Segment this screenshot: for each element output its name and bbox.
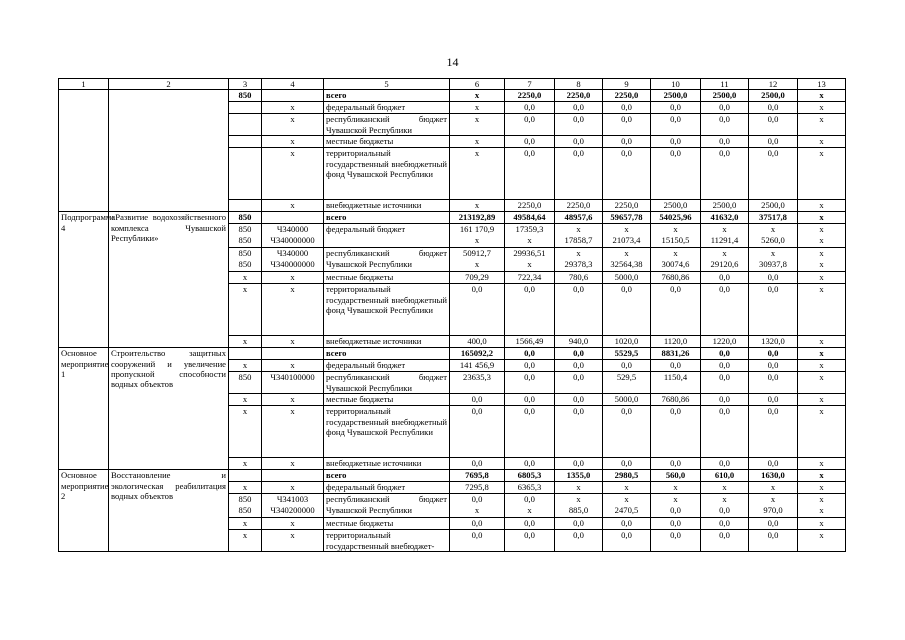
value-cell: 7695,8 [450, 470, 505, 482]
value-cell: 2250,0 [505, 90, 555, 102]
grbs-cell: x [229, 406, 262, 458]
csr-cell: x [262, 530, 324, 552]
csr-cell: x [262, 114, 324, 136]
value-cell: 529,5 [603, 372, 651, 394]
value-cell: x 970,0 [749, 494, 798, 518]
value-cell: 0,0 [450, 518, 505, 530]
value-cell: 17359,3 x [505, 224, 555, 248]
value-cell: x [603, 482, 651, 494]
value-cell: 0,0 [505, 102, 555, 114]
value-cell: x 17858,7 [555, 224, 603, 248]
value-cell: 0,0 [701, 518, 749, 530]
header-cell: 3 [229, 79, 262, 90]
source-cell: всего [324, 348, 450, 360]
grbs-cell: 850 850 [229, 494, 262, 518]
csr-cell: Ч340000 Ч340000000 [262, 224, 324, 248]
value-cell: 6805,3 [505, 470, 555, 482]
value-cell: x [798, 348, 846, 360]
grbs-cell: 850 [229, 372, 262, 394]
value-cell: x 30074,6 [651, 248, 701, 272]
value-cell: 141 456,9 [450, 360, 505, 372]
source-cell: республиканский бюджет Чувашской Республики [324, 248, 450, 272]
source-cell: территориальный государственный внебюджетный фонд Чувашской Республики [324, 148, 450, 200]
value-cell: 0,0 [651, 114, 701, 136]
value-cell: x 32564,38 [603, 248, 651, 272]
value-cell: 0,0 [701, 102, 749, 114]
program-cell: Основное мероприятие 2 [59, 470, 109, 552]
source-cell: всего [324, 212, 450, 224]
value-cell: 41632,0 [701, 212, 749, 224]
value-cell: 0,0 [603, 518, 651, 530]
header-cell: 11 [701, 79, 749, 90]
value-cell: 0,0 [749, 114, 798, 136]
value-cell: 0,0 [701, 406, 749, 458]
value-cell: 0,0 [701, 458, 749, 470]
value-cell: x 29120,6 [701, 248, 749, 272]
csr-cell [262, 90, 324, 102]
program-cell: Основное мероприятие 1 [59, 348, 109, 470]
source-cell: внебюджетные источники [324, 200, 450, 212]
grbs-cell: 850 [229, 212, 262, 224]
value-cell: 2500,0 [651, 200, 701, 212]
value-cell: 0,0 [651, 458, 701, 470]
grbs-cell [229, 348, 262, 360]
value-cell: 0,0 [701, 272, 749, 284]
table-row [59, 348, 846, 360]
value-cell: 0,0 [651, 406, 701, 458]
grbs-cell: x [229, 272, 262, 284]
value-cell: x 2470,5 [603, 494, 651, 518]
value-cell: 0,0 [450, 458, 505, 470]
value-cell: 0,0 [603, 148, 651, 200]
source-cell: республиканский бюджет Чувашской Республики [324, 494, 450, 518]
value-cell: 0,0 [555, 114, 603, 136]
header-cell: 2 [109, 79, 229, 90]
value-cell: x [798, 530, 846, 552]
value-cell: 0,0 [701, 372, 749, 394]
value-cell: 0,0 x [505, 494, 555, 518]
value-cell: 0,0 [701, 284, 749, 336]
program-cell [59, 90, 109, 212]
value-cell: x [798, 470, 846, 482]
value-cell: x [798, 372, 846, 394]
table-row [59, 212, 846, 224]
csr-cell: x [262, 406, 324, 458]
value-cell: 0,0 [603, 530, 651, 552]
value-cell: 1630,0 [749, 470, 798, 482]
value-cell: 0,0 [555, 348, 603, 360]
csr-cell: Ч341003 Ч340200000 [262, 494, 324, 518]
csr-cell: Ч340000 Ч340000000 [262, 248, 324, 272]
value-cell: x [798, 102, 846, 114]
value-cell: 0,0 [505, 348, 555, 360]
grbs-cell: x [229, 360, 262, 372]
value-cell: x [651, 482, 701, 494]
value-cell: x [450, 148, 505, 200]
value-cell: 0,0 [651, 530, 701, 552]
value-cell: 48957,6 [555, 212, 603, 224]
value-cell: x [798, 114, 846, 136]
value-cell: x x [798, 224, 846, 248]
financing-table [58, 78, 846, 552]
value-cell: 709,29 [450, 272, 505, 284]
source-cell: республиканский бюджет Чувашской Республики [324, 372, 450, 394]
value-cell: 0,0 x [450, 494, 505, 518]
value-cell: 0,0 [450, 284, 505, 336]
value-cell: 2250,0 [555, 90, 603, 102]
source-cell: местные бюджеты [324, 272, 450, 284]
source-cell: территориальный государственный внебюджетный фонд Чувашской Республики [324, 406, 450, 458]
value-cell: 2500,0 [749, 90, 798, 102]
grbs-cell: x [229, 336, 262, 348]
value-cell: x 885,0 [555, 494, 603, 518]
csr-cell: x [262, 518, 324, 530]
value-cell: 2500,0 [701, 200, 749, 212]
value-cell: 0,0 [749, 284, 798, 336]
value-cell: 780,6 [555, 272, 603, 284]
value-cell: 0,0 [555, 148, 603, 200]
value-cell: x 15150,5 [651, 224, 701, 248]
source-cell: федеральный бюджет [324, 224, 450, 248]
value-cell: 0,0 [749, 458, 798, 470]
value-cell: x [798, 360, 846, 372]
grbs-cell: 850 850 [229, 224, 262, 248]
value-cell: 165092,2 [450, 348, 505, 360]
source-cell: федеральный бюджет [324, 102, 450, 114]
csr-cell [262, 212, 324, 224]
value-cell: 0,0 [555, 518, 603, 530]
value-cell: x [798, 148, 846, 200]
value-cell: x x [798, 248, 846, 272]
source-cell: всего [324, 470, 450, 482]
value-cell: 0,0 [701, 360, 749, 372]
csr-cell: Ч340100000 [262, 372, 324, 394]
value-cell: 0,0 [555, 136, 603, 148]
value-cell: 5000,0 [603, 394, 651, 406]
value-cell: 0,0 [603, 458, 651, 470]
value-cell: 722,34 [505, 272, 555, 284]
header-cell: 10 [651, 79, 701, 90]
csr-cell: x [262, 102, 324, 114]
table-row [59, 470, 846, 482]
value-cell: 0,0 [701, 394, 749, 406]
csr-cell: x [262, 136, 324, 148]
value-cell: 0,0 [603, 136, 651, 148]
csr-cell: x [262, 336, 324, 348]
value-cell: 0,0 [555, 406, 603, 458]
grbs-cell: x [229, 284, 262, 336]
source-cell: территориальный государственный внебюджетный фонд Чувашской Республики [324, 284, 450, 336]
value-cell: x [798, 136, 846, 148]
value-cell: x 29378,3 [555, 248, 603, 272]
header-cell: 8 [555, 79, 603, 90]
page-number: 14 [446, 55, 459, 69]
value-cell: 5000,0 [603, 272, 651, 284]
header-cell: 6 [450, 79, 505, 90]
header-cell: 13 [798, 79, 846, 90]
value-cell: 7295,8 [450, 482, 505, 494]
program-name-cell: «Развитие водохозяйственного комплекса Чувашской Республики» [109, 212, 229, 348]
value-cell: x [749, 482, 798, 494]
value-cell: 0,0 [555, 284, 603, 336]
value-cell: 0,0 [555, 394, 603, 406]
program-name-cell: Восстановление и экологическая реабилитация водных объектов [109, 470, 229, 552]
header-row [59, 79, 846, 90]
value-cell: 161 170,9 x [450, 224, 505, 248]
grbs-cell [229, 470, 262, 482]
header-cell: 4 [262, 79, 324, 90]
value-cell: 0,0 [505, 114, 555, 136]
value-cell: 560,0 [651, 470, 701, 482]
value-cell: 0,0 [749, 394, 798, 406]
value-cell: 54025,96 [651, 212, 701, 224]
value-cell: 0,0 [749, 360, 798, 372]
value-cell: 37517,8 [749, 212, 798, 224]
value-cell: x x [798, 494, 846, 518]
value-cell: 2500,0 [651, 90, 701, 102]
source-cell: внебюджетные источники [324, 336, 450, 348]
value-cell: 610,0 [701, 470, 749, 482]
source-cell: территориальный государственный внебюджет- [324, 530, 450, 552]
value-cell: 1220,0 [701, 336, 749, 348]
source-cell: местные бюджеты [324, 518, 450, 530]
value-cell: 0,0 [555, 372, 603, 394]
value-cell: x [798, 394, 846, 406]
csr-cell: x [262, 148, 324, 200]
value-cell: 0,0 [450, 530, 505, 552]
value-cell: 0,0 [749, 372, 798, 394]
value-cell: 2250,0 [555, 200, 603, 212]
source-cell: федеральный бюджет [324, 360, 450, 372]
value-cell: x 11291,4 [701, 224, 749, 248]
value-cell: x 0,0 [651, 494, 701, 518]
csr-cell: x [262, 284, 324, 336]
value-cell: x [798, 406, 846, 458]
value-cell: 0,0 [701, 114, 749, 136]
value-cell: 213192,89 [450, 212, 505, 224]
value-cell: x [555, 482, 603, 494]
value-cell: 0,0 [505, 372, 555, 394]
value-cell: x 30937,8 [749, 248, 798, 272]
csr-cell [262, 348, 324, 360]
value-cell: x [798, 284, 846, 336]
program-cell: Подпрограмма 4 [59, 212, 109, 348]
value-cell: 0,0 [651, 518, 701, 530]
source-cell: республиканский бюджет Чувашской Республики [324, 114, 450, 136]
value-cell: 0,0 [749, 518, 798, 530]
csr-cell: x [262, 360, 324, 372]
value-cell: 0,0 [651, 148, 701, 200]
value-cell: 5529,5 [603, 348, 651, 360]
value-cell: 1566,49 [505, 336, 555, 348]
grbs-cell [229, 136, 262, 148]
value-cell: 0,0 [505, 148, 555, 200]
value-cell: 2250,0 [505, 200, 555, 212]
csr-cell: x [262, 458, 324, 470]
value-cell: 0,0 [555, 530, 603, 552]
value-cell: 0,0 [555, 102, 603, 114]
value-cell: 0,0 [749, 148, 798, 200]
value-cell: 0,0 [749, 272, 798, 284]
value-cell: 0,0 [603, 284, 651, 336]
value-cell: 0,0 [505, 458, 555, 470]
value-cell: 0,0 [749, 406, 798, 458]
grbs-cell: x [229, 482, 262, 494]
value-cell: x [450, 136, 505, 148]
grbs-cell [229, 102, 262, 114]
header-cell: 7 [505, 79, 555, 90]
grbs-cell [229, 200, 262, 212]
table-row [59, 90, 846, 102]
value-cell: 49584,64 [505, 212, 555, 224]
value-cell: x [798, 200, 846, 212]
value-cell: x [450, 200, 505, 212]
value-cell: x 21073,4 [603, 224, 651, 248]
value-cell: 0,0 [450, 394, 505, 406]
value-cell: 0,0 [701, 136, 749, 148]
value-cell: 29936,51 x [505, 248, 555, 272]
value-cell: 0,0 [505, 284, 555, 336]
value-cell: 0,0 [749, 530, 798, 552]
value-cell: 7680,86 [651, 394, 701, 406]
value-cell: 1320,0 [749, 336, 798, 348]
value-cell: 0,0 [505, 360, 555, 372]
value-cell: 0,0 [505, 136, 555, 148]
value-cell: 0,0 [555, 458, 603, 470]
value-cell: 0,0 [701, 348, 749, 360]
value-cell: 0,0 [603, 114, 651, 136]
value-cell: 0,0 [505, 518, 555, 530]
value-cell: 1355,0 [555, 470, 603, 482]
program-name-cell: Строительство защитных сооружений и увеличение пропускной способности водных объектов [109, 348, 229, 470]
value-cell: x [798, 272, 846, 284]
value-cell: 59657,78 [603, 212, 651, 224]
csr-cell: x [262, 272, 324, 284]
value-cell: x [701, 482, 749, 494]
value-cell: 0,0 [701, 530, 749, 552]
value-cell: 1120,0 [651, 336, 701, 348]
csr-cell: x [262, 200, 324, 212]
grbs-cell: 850 850 [229, 248, 262, 272]
value-cell: x [450, 90, 505, 102]
value-cell: 0,0 [505, 530, 555, 552]
value-cell: 0,0 [603, 102, 651, 114]
value-cell: 0,0 [651, 102, 701, 114]
source-cell: местные бюджеты [324, 394, 450, 406]
value-cell: 1020,0 [603, 336, 651, 348]
value-cell: 8831,26 [651, 348, 701, 360]
value-cell: x [798, 90, 846, 102]
value-cell: 0,0 [651, 360, 701, 372]
value-cell: 0,0 [701, 148, 749, 200]
value-cell: 0,0 [450, 406, 505, 458]
value-cell: x [798, 482, 846, 494]
value-cell: 1150,4 [651, 372, 701, 394]
value-cell: x [798, 518, 846, 530]
value-cell: x [798, 458, 846, 470]
value-cell: 2250,0 [603, 200, 651, 212]
grbs-cell: x [229, 530, 262, 552]
value-cell: x [450, 102, 505, 114]
grbs-cell [229, 148, 262, 200]
value-cell: 2250,0 [603, 90, 651, 102]
value-cell: 940,0 [555, 336, 603, 348]
grbs-cell: x [229, 394, 262, 406]
header-cell: 12 [749, 79, 798, 90]
grbs-cell: 850 [229, 90, 262, 102]
csr-cell [262, 470, 324, 482]
grbs-cell: x [229, 458, 262, 470]
value-cell: 0,0 [505, 406, 555, 458]
csr-cell: x [262, 482, 324, 494]
value-cell: 6365,3 [505, 482, 555, 494]
value-cell: 0,0 [651, 136, 701, 148]
source-cell: всего [324, 90, 450, 102]
value-cell: 0,0 [505, 394, 555, 406]
source-cell: местные бюджеты [324, 136, 450, 148]
value-cell: 2500,0 [701, 90, 749, 102]
value-cell: 2500,0 [749, 200, 798, 212]
value-cell: 0,0 [651, 284, 701, 336]
value-cell: x [798, 212, 846, 224]
csr-cell: x [262, 394, 324, 406]
value-cell: 50912,7 x [450, 248, 505, 272]
value-cell: 0,0 [603, 406, 651, 458]
header-cell: 1 [59, 79, 109, 90]
header-cell: 9 [603, 79, 651, 90]
value-cell: 0,0 [749, 348, 798, 360]
grbs-cell [229, 114, 262, 136]
value-cell: 400,0 [450, 336, 505, 348]
source-cell: федеральный бюджет [324, 482, 450, 494]
value-cell: x [798, 336, 846, 348]
value-cell: 2980,5 [603, 470, 651, 482]
grbs-cell: x [229, 518, 262, 530]
value-cell: 0,0 [555, 360, 603, 372]
value-cell: x 0,0 [701, 494, 749, 518]
value-cell: 0,0 [603, 360, 651, 372]
value-cell: 7680,86 [651, 272, 701, 284]
value-cell: 0,0 [749, 136, 798, 148]
value-cell: 0,0 [749, 102, 798, 114]
source-cell: внебюджетные источники [324, 458, 450, 470]
value-cell: x 5260,0 [749, 224, 798, 248]
value-cell: x [450, 114, 505, 136]
value-cell: 23635,3 [450, 372, 505, 394]
program-name-cell [109, 90, 229, 212]
header-cell: 5 [324, 79, 450, 90]
